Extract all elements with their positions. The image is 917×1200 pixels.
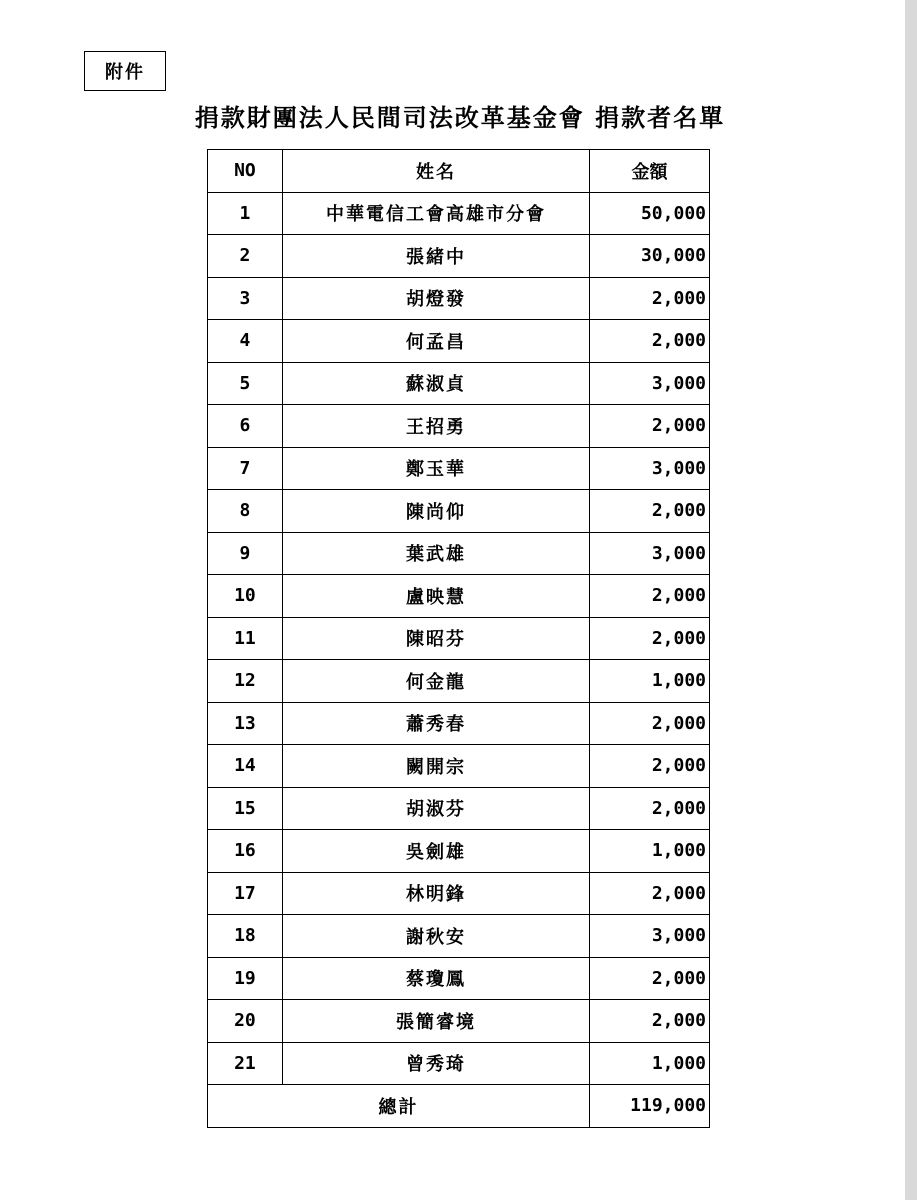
table-row: [208, 830, 710, 873]
row-name: 闕開宗: [282, 745, 589, 788]
row-name: 謝秋安: [282, 915, 589, 958]
table-row: [208, 362, 710, 405]
row-no: 3: [208, 277, 283, 320]
table-row: [208, 447, 710, 490]
table-row: [208, 745, 710, 788]
row-amount: 3,000: [590, 532, 710, 575]
document-title: 捐款財團法人民間司法改革基金會 捐款者名單: [194, 103, 726, 132]
row-amount: 3,000: [590, 362, 710, 405]
row-amount: 2,000: [590, 490, 710, 533]
row-amount: 2,000: [590, 617, 710, 660]
row-amount: 2,000: [590, 1000, 710, 1043]
donor-table: [207, 149, 710, 1128]
row-name: 何孟昌: [282, 320, 589, 363]
row-name: 陳尚仰: [282, 490, 589, 533]
table-row: [208, 575, 710, 618]
row-no: 8: [208, 490, 283, 533]
row-no: 19: [208, 957, 283, 1000]
row-name: 胡燈發: [282, 277, 589, 320]
row-amount: 2,000: [590, 320, 710, 363]
row-no: 13: [208, 702, 283, 745]
row-no: 20: [208, 1000, 283, 1043]
scrollbar[interactable]: [905, 0, 917, 1200]
row-name: 陳昭芬: [282, 617, 589, 660]
row-no: 11: [208, 617, 283, 660]
row-amount: 2,000: [590, 872, 710, 915]
row-no: 16: [208, 830, 283, 873]
row-no: 9: [208, 532, 283, 575]
table-row: [208, 405, 710, 448]
table-row: [208, 1000, 710, 1043]
attachment-label: 附件: [84, 51, 166, 91]
row-amount: 2,000: [590, 277, 710, 320]
row-name: 曾秀琦: [282, 1042, 589, 1085]
total-amount: 119,000: [590, 1085, 710, 1128]
row-amount: 1,000: [590, 1042, 710, 1085]
row-name: 張緒中: [282, 235, 589, 278]
row-amount: 1,000: [590, 660, 710, 703]
row-no: 14: [208, 745, 283, 788]
row-no: 6: [208, 405, 283, 448]
table-row: [208, 660, 710, 703]
row-name: 王招勇: [282, 405, 589, 448]
row-name: 張簡睿境: [282, 1000, 589, 1043]
row-no: 7: [208, 447, 283, 490]
row-no: 12: [208, 660, 283, 703]
row-name: 盧映慧: [282, 575, 589, 618]
row-amount: 3,000: [590, 915, 710, 958]
table-row: [208, 872, 710, 915]
row-amount: 30,000: [590, 235, 710, 278]
table-row: [208, 277, 710, 320]
header-name: 姓名: [282, 150, 589, 193]
row-name: 蘇淑貞: [282, 362, 589, 405]
row-no: 4: [208, 320, 283, 363]
row-name: 吳劍雄: [282, 830, 589, 873]
row-name: 葉武雄: [282, 532, 589, 575]
total-label: 總計: [208, 1085, 590, 1128]
row-amount: 2,000: [590, 787, 710, 830]
row-no: 17: [208, 872, 283, 915]
row-name: 何金龍: [282, 660, 589, 703]
table-row: [208, 192, 710, 235]
row-name: 中華電信工會高雄市分會: [282, 192, 589, 235]
table-header-row: [208, 150, 710, 193]
row-amount: 1,000: [590, 830, 710, 873]
row-name: 蔡瓊鳳: [282, 957, 589, 1000]
row-amount: 2,000: [590, 405, 710, 448]
row-no: 18: [208, 915, 283, 958]
total-row: [208, 1085, 710, 1128]
row-no: 1: [208, 192, 283, 235]
table-row: [208, 957, 710, 1000]
table-row: [208, 915, 710, 958]
row-amount: 2,000: [590, 957, 710, 1000]
row-amount: 3,000: [590, 447, 710, 490]
row-name: 林明鋒: [282, 872, 589, 915]
row-no: 5: [208, 362, 283, 405]
row-amount: 2,000: [590, 575, 710, 618]
table-row: [208, 320, 710, 363]
row-name: 鄭玉華: [282, 447, 589, 490]
row-amount: 2,000: [590, 745, 710, 788]
row-no: 15: [208, 787, 283, 830]
row-name: 蕭秀春: [282, 702, 589, 745]
table-row: [208, 702, 710, 745]
row-no: 2: [208, 235, 283, 278]
row-no: 10: [208, 575, 283, 618]
row-amount: 2,000: [590, 702, 710, 745]
table-row: [208, 490, 710, 533]
table-row: [208, 1042, 710, 1085]
donor-rows: [208, 192, 710, 1085]
table-row: [208, 787, 710, 830]
row-amount: 50,000: [590, 192, 710, 235]
table-row: [208, 532, 710, 575]
row-no: 21: [208, 1042, 283, 1085]
table-row: [208, 617, 710, 660]
table-row: [208, 235, 710, 278]
header-no: NO: [208, 150, 283, 193]
row-name: 胡淑芬: [282, 787, 589, 830]
header-amount: 金額: [590, 150, 710, 193]
